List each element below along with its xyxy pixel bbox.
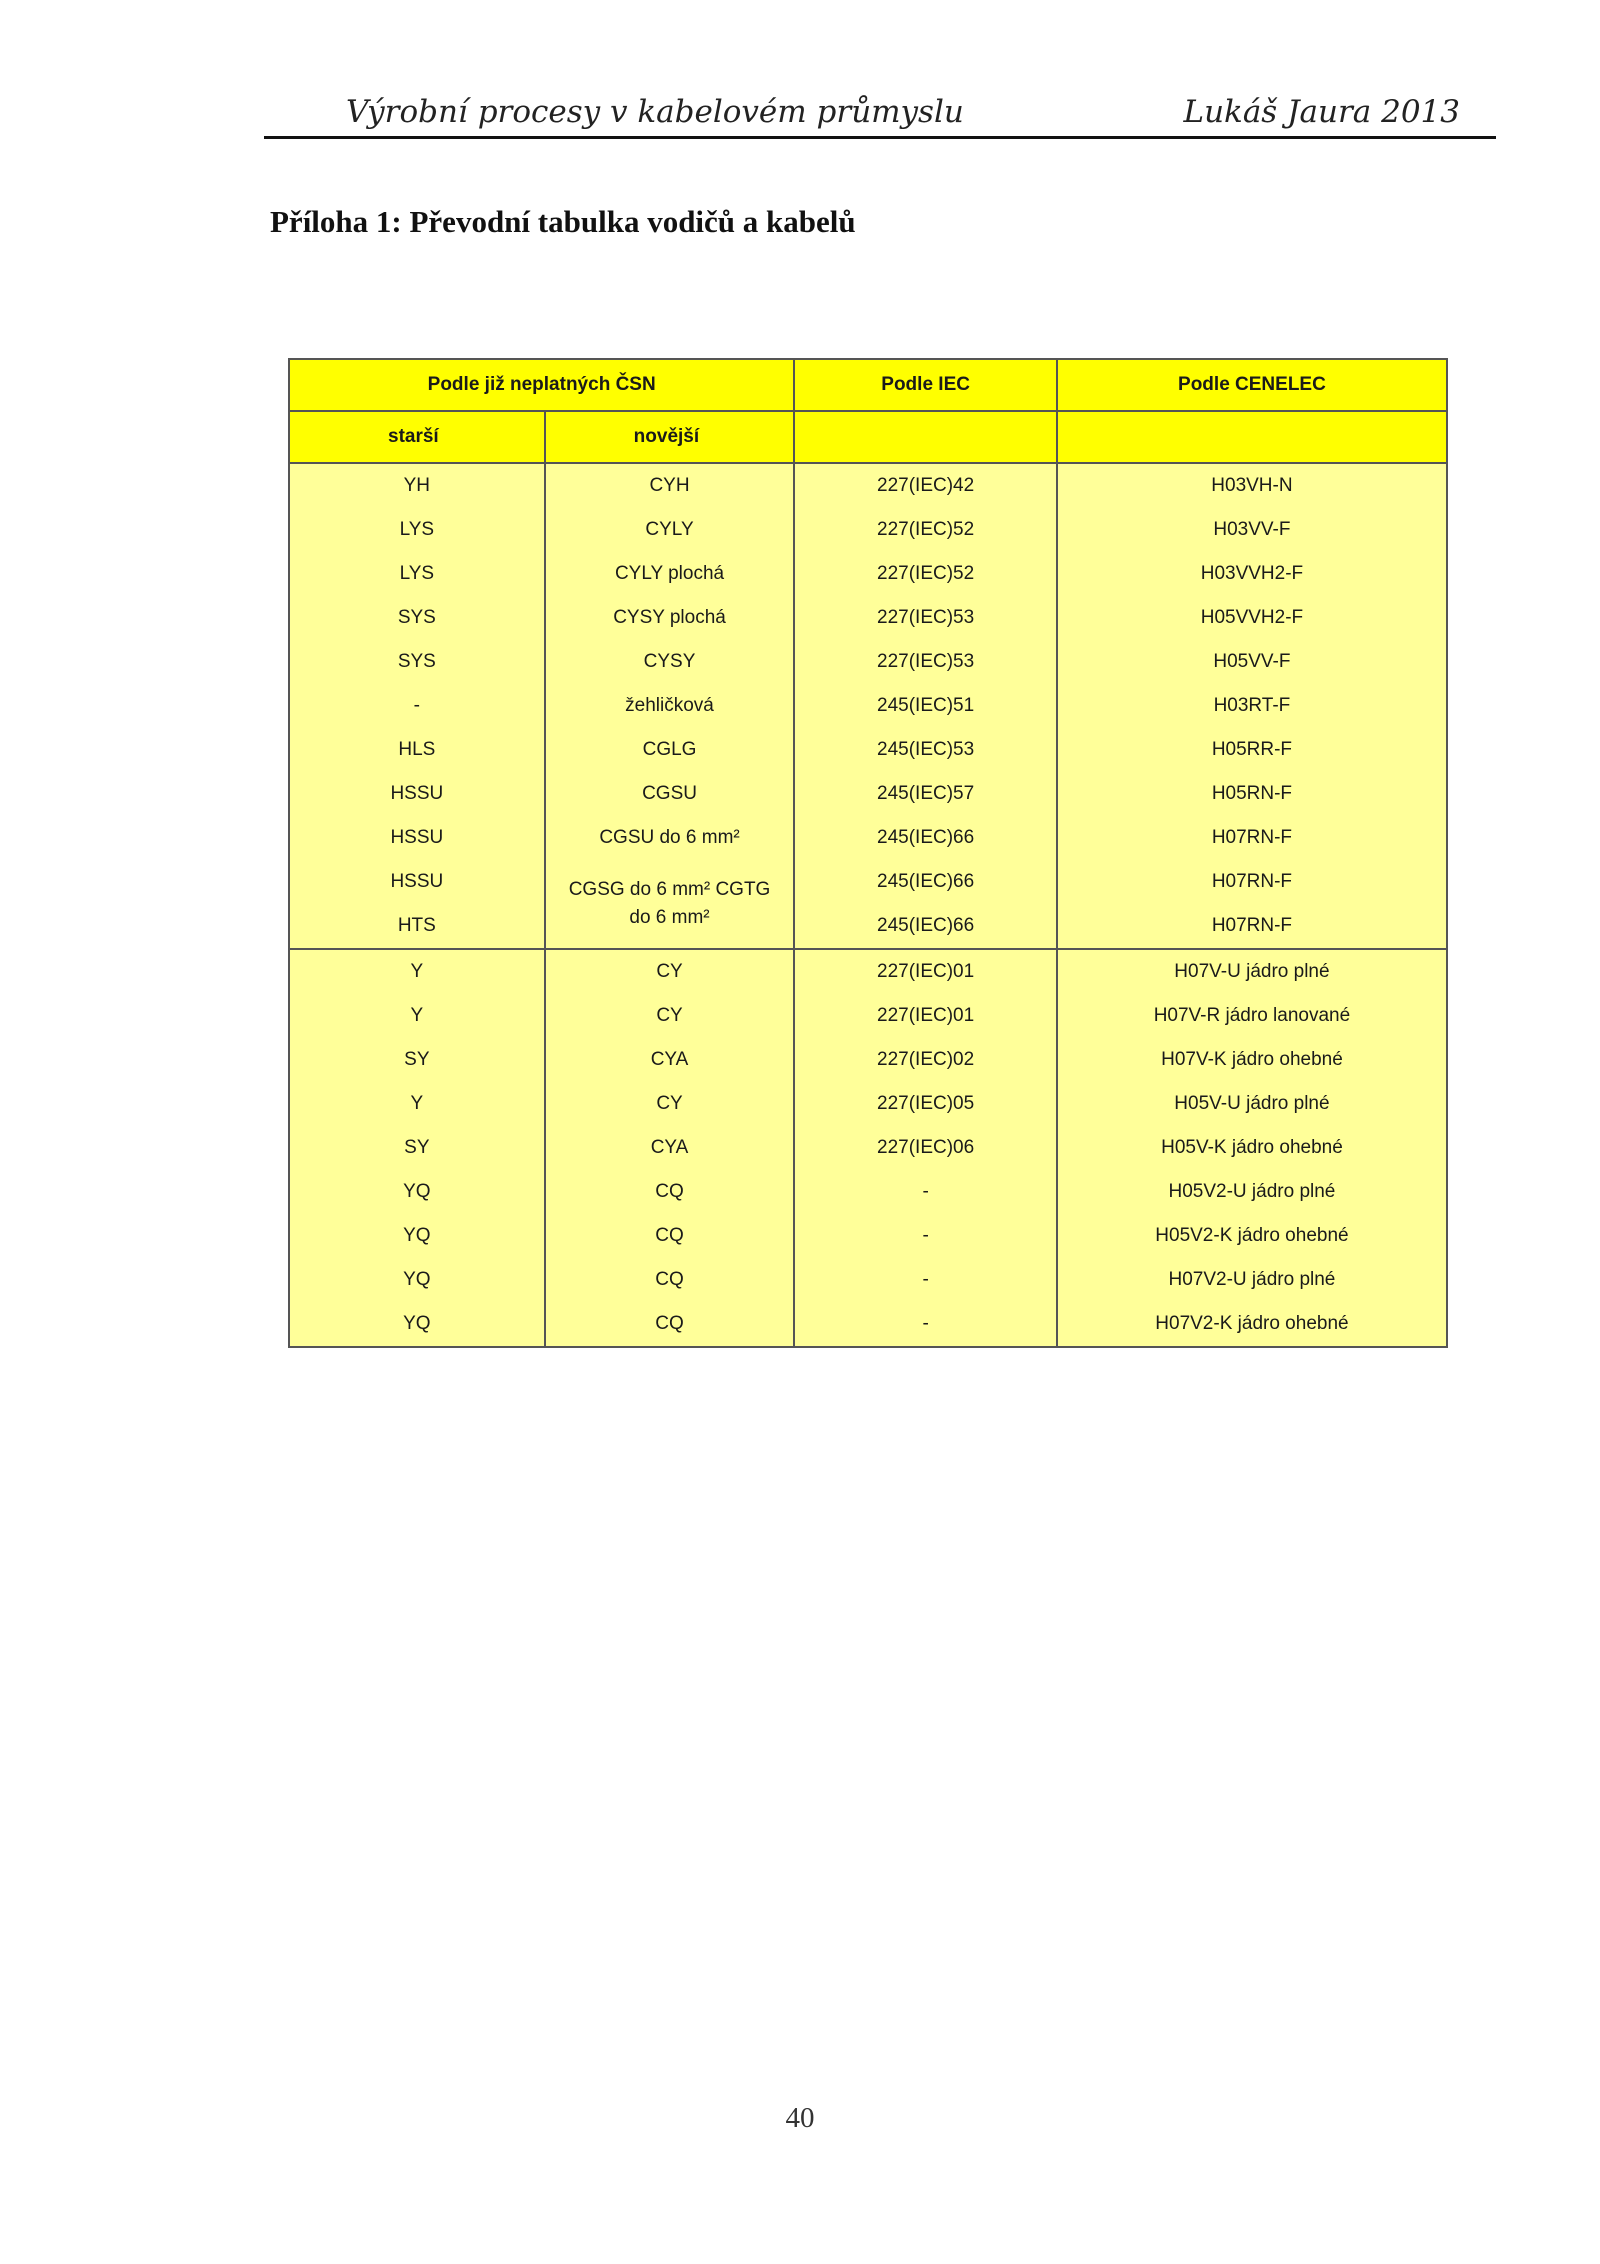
cell-older: YQ	[289, 1214, 545, 1258]
cell-cenelec: H07RN-F	[1057, 816, 1447, 860]
cell-iec: 245(IEC)51	[794, 684, 1057, 728]
header-empty-iec	[794, 411, 1057, 463]
cell-iec: 245(IEC)57	[794, 772, 1057, 816]
header-author-year: Lukáš Jaura 2013	[1183, 94, 1460, 130]
cell-older: YQ	[289, 1302, 545, 1347]
header-older: starší	[289, 411, 545, 463]
cell-newer: CGLG	[545, 728, 795, 772]
table-row	[289, 1214, 1447, 1258]
header-iec: Podle IEC	[794, 359, 1057, 411]
cell-cenelec: H03VH-N	[1057, 463, 1447, 508]
table-row	[289, 949, 1447, 994]
cell-newer: CYA	[545, 1126, 795, 1170]
cell-older: -	[289, 684, 545, 728]
table-row	[289, 1258, 1447, 1302]
cell-iec: -	[794, 1170, 1057, 1214]
cell-cenelec: H05V-U jádro plné	[1057, 1082, 1447, 1126]
cell-iec: 227(IEC)06	[794, 1126, 1057, 1170]
cell-older: SYS	[289, 596, 545, 640]
cell-cenelec: H05RR-F	[1057, 728, 1447, 772]
cell-iec: 227(IEC)01	[794, 994, 1057, 1038]
cell-cenelec: H05V-K jádro ohebné	[1057, 1126, 1447, 1170]
cell-iec: 227(IEC)52	[794, 508, 1057, 552]
table-body-group-a	[289, 463, 1447, 949]
header-document-title: Výrobní procesy v kabelovém průmyslu	[346, 94, 964, 130]
cell-newer: CYSY	[545, 640, 795, 684]
header-empty-cenelec	[1057, 411, 1447, 463]
cell-older: Y	[289, 1082, 545, 1126]
cell-iec: 227(IEC)02	[794, 1038, 1057, 1082]
cell-cenelec: H07V2-U jádro plné	[1057, 1258, 1447, 1302]
table-group-header-row	[289, 359, 1447, 411]
cell-cenelec: H03VVH2-F	[1057, 552, 1447, 596]
header-csn: Podle již neplatných ČSN	[289, 359, 794, 411]
cell-older: YH	[289, 463, 545, 508]
cell-iec: 245(IEC)53	[794, 728, 1057, 772]
header-newer: novější	[545, 411, 795, 463]
table-row	[289, 994, 1447, 1038]
cell-iec: 227(IEC)53	[794, 596, 1057, 640]
cell-older: SY	[289, 1126, 545, 1170]
cell-newer: CYLY plochá	[545, 552, 795, 596]
cell-newer: CQ	[545, 1214, 795, 1258]
cell-cenelec: H05VVH2-F	[1057, 596, 1447, 640]
table-row	[289, 772, 1447, 816]
cell-iec: 227(IEC)42	[794, 463, 1057, 508]
appendix-title: Příloha 1: Převodní tabulka vodičů a kabelů	[270, 204, 856, 239]
table-row	[289, 596, 1447, 640]
cell-cenelec: H07RN-F	[1057, 904, 1447, 949]
cell-iec: 227(IEC)01	[794, 949, 1057, 994]
table-row	[289, 552, 1447, 596]
table-row	[289, 1038, 1447, 1082]
cell-iec: 227(IEC)52	[794, 552, 1057, 596]
header-cenelec: Podle CENELEC	[1057, 359, 1447, 411]
running-header	[264, 92, 1496, 139]
cell-older: LYS	[289, 508, 545, 552]
cell-newer: CQ	[545, 1170, 795, 1214]
cell-iec: 245(IEC)66	[794, 904, 1057, 949]
cell-older: YQ	[289, 1170, 545, 1214]
table-row	[289, 904, 1447, 949]
cell-older: SY	[289, 1038, 545, 1082]
cell-iec: 245(IEC)66	[794, 860, 1057, 904]
table-row	[289, 728, 1447, 772]
cell-iec: 227(IEC)05	[794, 1082, 1057, 1126]
cell-older: Y	[289, 949, 545, 994]
table-row	[289, 463, 1447, 508]
table-row	[289, 1082, 1447, 1126]
conversion-table	[288, 358, 1448, 1348]
table-row	[289, 1126, 1447, 1170]
cell-newer: CY	[545, 994, 795, 1038]
cell-older: SYS	[289, 640, 545, 684]
cell-older: HTS	[289, 904, 545, 949]
cell-cenelec: H05V2-U jádro plné	[1057, 1170, 1447, 1214]
cell-iec: 227(IEC)53	[794, 640, 1057, 684]
table-row	[289, 1302, 1447, 1347]
table-sub-header-row	[289, 411, 1447, 463]
cell-older: Y	[289, 994, 545, 1038]
cell-newer: CGSU	[545, 772, 795, 816]
cell-newer: CGSG do 6 mm² CGTG do 6 mm²	[545, 860, 795, 949]
table-body-group-b	[289, 949, 1447, 1347]
table-row	[289, 640, 1447, 684]
cell-cenelec: H05V2-K jádro ohebné	[1057, 1214, 1447, 1258]
cell-newer: CY	[545, 1082, 795, 1126]
table-row	[289, 816, 1447, 860]
cell-older: LYS	[289, 552, 545, 596]
cell-newer: CQ	[545, 1258, 795, 1302]
cell-newer: CY	[545, 949, 795, 994]
cell-newer: CGSU do 6 mm²	[545, 816, 795, 860]
table-row	[289, 508, 1447, 552]
cell-cenelec: H07V-K jádro ohebné	[1057, 1038, 1447, 1082]
table-row	[289, 684, 1447, 728]
cell-older: YQ	[289, 1258, 545, 1302]
cell-cenelec: H07V-U jádro plné	[1057, 949, 1447, 994]
cell-cenelec: H05RN-F	[1057, 772, 1447, 816]
cell-newer: CYA	[545, 1038, 795, 1082]
cell-newer: žehličková	[545, 684, 795, 728]
cell-older: HSSU	[289, 772, 545, 816]
cell-cenelec: H07RN-F	[1057, 860, 1447, 904]
cell-older: HSSU	[289, 860, 545, 904]
table-row	[289, 860, 1447, 904]
cell-cenelec: H05VV-F	[1057, 640, 1447, 684]
cell-iec: -	[794, 1214, 1057, 1258]
table-row	[289, 1170, 1447, 1214]
cell-newer: CYLY	[545, 508, 795, 552]
page-number: 40	[785, 2102, 815, 2134]
cell-newer: CQ	[545, 1302, 795, 1347]
cell-cenelec: H03RT-F	[1057, 684, 1447, 728]
cell-newer: CYH	[545, 463, 795, 508]
cell-older: HLS	[289, 728, 545, 772]
cell-older: HSSU	[289, 816, 545, 860]
cell-iec: 245(IEC)66	[794, 816, 1057, 860]
cell-iec: -	[794, 1302, 1057, 1347]
cell-cenelec: H07V-R jádro lanované	[1057, 994, 1447, 1038]
cell-newer: CYSY plochá	[545, 596, 795, 640]
cell-iec: -	[794, 1258, 1057, 1302]
cell-cenelec: H03VV-F	[1057, 508, 1447, 552]
cell-cenelec: H07V2-K jádro ohebné	[1057, 1302, 1447, 1347]
